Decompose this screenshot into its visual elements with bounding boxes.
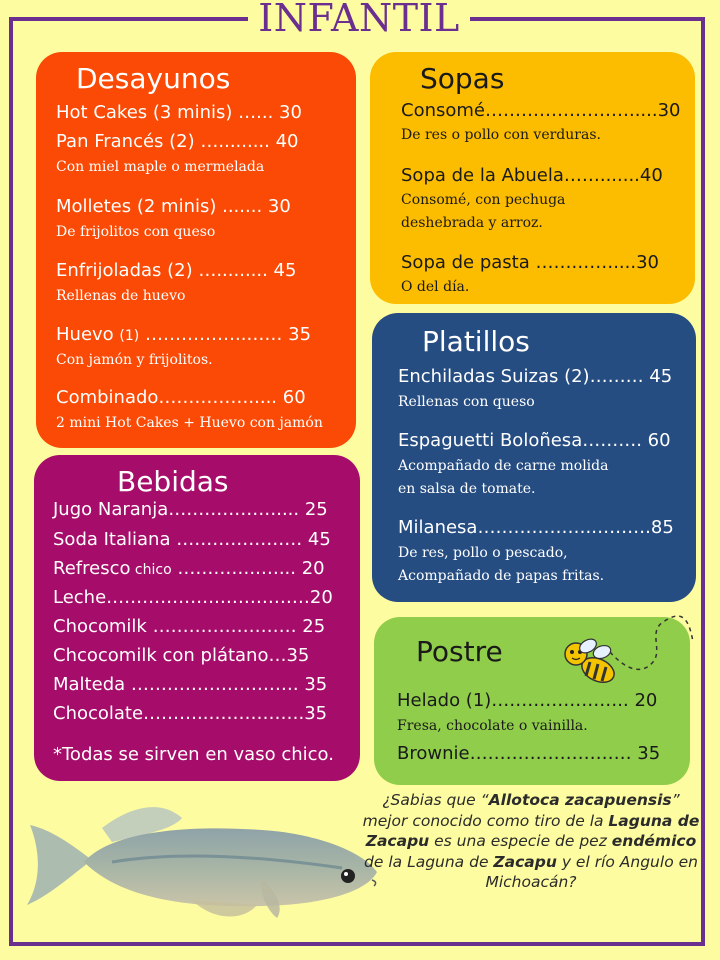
menu-item: Milanesa……………….……….85 [398,517,674,538]
menu-item: Soda Italiana ………………… 45 [53,529,331,550]
menu-item-desc: Con miel maple o mermelada [56,159,265,175]
menu-item-price: ……………..…… 35 [139,324,312,345]
menu-item [53,558,325,579]
menu-item: Malteda ………………………. 35 [53,674,328,695]
menu-item-name: Huevo [56,324,114,345]
menu-item-qty: (1) [119,328,140,344]
desayunos-section [36,52,356,448]
bebidas-section [34,455,360,781]
bebidas-note: *Todas se sirven en vaso chico. [53,744,334,765]
menu-item-desc: Acompañado de papas fritas. [398,568,605,584]
menu-item: Leche……………….……………20 [53,587,333,608]
page-title: INFANTIL [258,0,460,40]
menu-item: Consomé…………………….....30 [401,100,681,121]
menu-item: Helado (1)………………….. 20 [397,690,658,711]
menu-item: Jugo Naranja……………….... 25 [53,499,328,520]
menu-item: Pan Francés (2) …......... 40 [56,131,299,152]
fun-fact-text: ¿Sabias que “Allotoca zacapuensis” mejor conocido como tiro de la Laguna de Zacapu es una especie de pez endémico de la Laguna de Zacapu y el río Angulo en Michoacán? [362,791,700,891]
menu-item: Sopa de la Abuela…….......40 [401,165,663,186]
menu-item: Brownie……………………… 35 [397,743,661,764]
menu-item: Enchiladas Suizas (2)……… 45 [398,366,673,387]
menu-item-desc: Acompañado de carne molida [398,458,609,474]
menu-item-name: Refresco [53,558,131,579]
menu-item-desc: Consomé, con pechuga [401,192,566,208]
menu-item-desc: O del día. [401,279,470,295]
menu-item: Enfrijoladas (2) …......... 45 [56,260,297,281]
menu-item: Chocomilk …………………… 25 [53,616,326,637]
platillos-section [372,313,696,602]
menu-item-desc: Con jamón y frijolitos. [56,352,213,368]
bee-icon [548,612,698,692]
menu-item: Molletes (2 minis) ....... 30 [56,196,291,217]
menu-item [56,324,311,345]
fish-icon [22,800,387,925]
sopas-title: Sopas [420,62,505,95]
postre-title: Postre [416,635,503,668]
menu-item: Combinado……………..... 60 [56,387,306,408]
menu-item-price: …………..…... 20 [171,558,325,579]
menu-item-desc: deshebrada y arroz. [401,215,543,231]
menu-item-desc: 2 mini Hot Cakes + Huevo con jamón [56,415,323,431]
menu-item-desc: Rellenas de huevo [56,288,186,304]
sopas-section [370,52,695,304]
menu-item: Hot Cakes (3 minis) …... 30 [56,102,302,123]
menu-item: Sopa de pasta …….……....30 [401,252,659,273]
menu-item: Chcocomilk con plátano…35 [53,645,310,666]
bebidas-title: Bebidas [117,465,229,498]
menu-item-desc: Fresa, chocolate o vainilla. [397,718,588,734]
menu-item-desc: De res o pollo con verduras. [401,127,601,143]
menu-item: Chocolate………..…………….35 [53,703,328,724]
menu-item-desc: De res, pollo o pescado, [398,545,568,561]
platillos-title: Platillos [422,325,530,358]
desayunos-title: Desayunos [76,62,231,95]
menu-item-desc: Rellenas con queso [398,394,535,410]
menu-item: Espaguetti Boloñesa………. 60 [398,430,671,451]
menu-item-size: chico [130,562,172,578]
menu-item-desc: en salsa de tomate. [398,481,536,497]
menu-item-desc: De frijolitos con queso [56,224,216,240]
